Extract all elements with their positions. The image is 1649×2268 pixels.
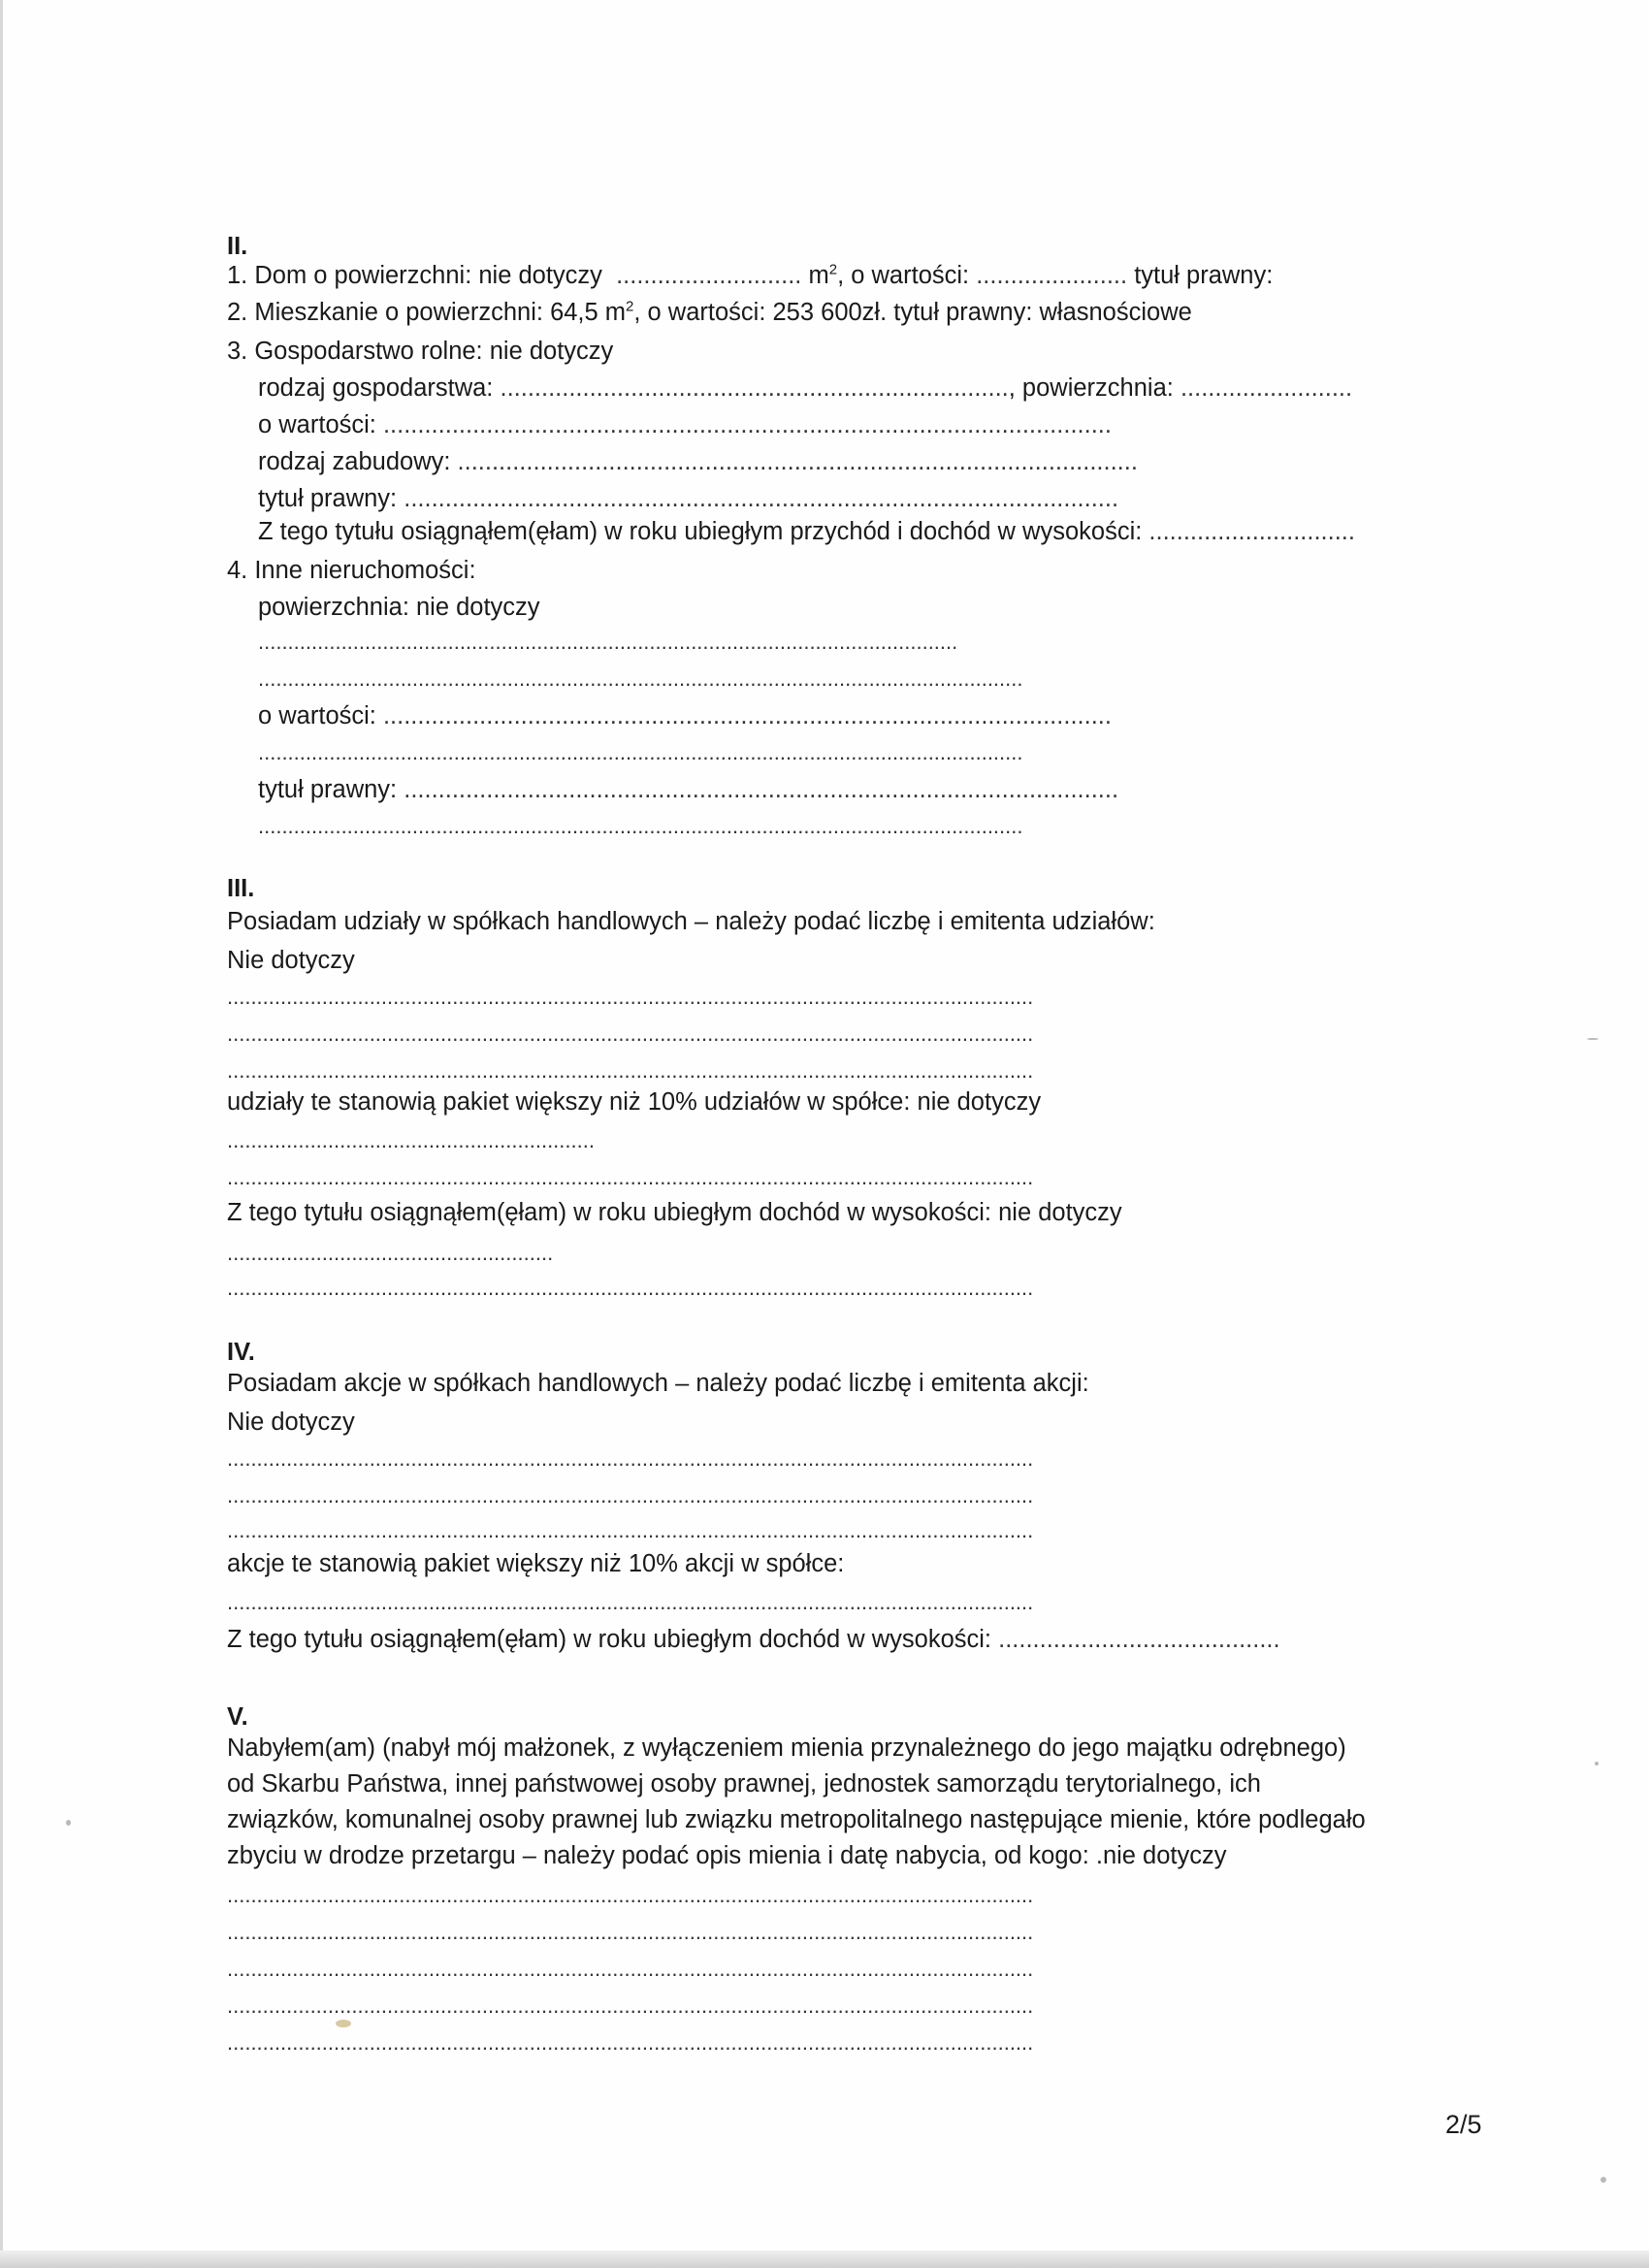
section-iii-dots-7: ........................................................................................................................................	[227, 1277, 1034, 1300]
item3-value-row	[258, 407, 1519, 442]
item4-value-row	[258, 698, 1519, 733]
section-v-dots-5: ........................................................................................................................................	[227, 2031, 1034, 2055]
item4-title-label: tytuł prawny:	[258, 776, 398, 803]
item1-house	[227, 258, 1488, 293]
section-iv-line-1: Posiadam akcje w spółkach handlowych – należy podać liczbę i emitenta akcji:	[227, 1370, 1089, 1397]
scan-bottom-edge	[0, 2251, 1649, 2268]
item4-dots-1: ......................................................................................................................	[258, 631, 958, 654]
section-iv-dots-3: ........................................................................................................................................	[227, 1519, 1034, 1542]
item2-value: , o wartości: 253 600zł. tytuł prawny: własnościowe	[633, 299, 1192, 326]
scan-speck	[336, 2020, 351, 2027]
section-iii-line-1: Posiadam udziały w spółkach handlowych – należy podać liczbę i emitenta udziałów:	[227, 908, 1155, 935]
item4-dots-2: .................................................................................................................................	[258, 667, 1023, 691]
section-iii-dots-3: ........................................................................................................................................	[227, 1059, 1034, 1083]
section-v-dots-4: ........................................................................................................................................	[227, 1994, 1034, 2018]
item3-type-dots: ..........................................................................	[500, 374, 1009, 402]
item3-income-label: Z tego tytułu osiągnąłem(ęłam) w roku ubiegłym przychód i dochód w wysokości:	[258, 518, 1143, 545]
section-iv-income-label: Z tego tytułu osiągnąłem(ęłam) w roku ubiegłym dochód w wysokości:	[227, 1626, 992, 1653]
section-iv-heading: IV.	[227, 1339, 255, 1366]
section-v-dots-1: ........................................................................................................................................	[227, 1884, 1034, 1907]
item1-unit-sup: 2	[828, 261, 838, 278]
item1-value-dots: ......................	[976, 262, 1128, 289]
item3-type-row	[258, 371, 1519, 405]
section-v-para-line-4: zbyciu w drodze przetargu – należy podać opis mienia i datę nabycia, od kogo: .nie dotyczy	[227, 1842, 1227, 1869]
item3-value-dots: ..........................................................................................................	[382, 411, 1112, 438]
section-v-para-line-2: od Skarbu Państwa, innej państwowej osoby prawnej, jednostek samorządu terytorialnego, ich	[227, 1770, 1261, 1798]
item3-title-dots: ........................................................................................................	[404, 485, 1119, 512]
item4-title-row	[258, 772, 1519, 807]
item3-value-label: o wartości:	[258, 411, 376, 438]
item2-apartment	[227, 295, 1488, 330]
scan-speck	[1595, 1762, 1599, 1766]
item4-other-property: 4. Inne nieruchomości:	[227, 557, 476, 584]
item3-type-label: rodzaj gospodarstwa:	[258, 374, 494, 402]
section-iii-dots-5: ........................................................................................................................................	[227, 1166, 1034, 1189]
section-iv-line-2: Nie dotyczy	[227, 1409, 355, 1436]
section-iv-line-3: akcje te stanowią pakiet większy niż 10% akcji w spółce:	[227, 1550, 845, 1577]
item2-unit-sup: 2	[626, 298, 634, 315]
section-ii-heading: II.	[227, 233, 248, 260]
item4-title-dots: ........................................................................................................	[404, 776, 1119, 803]
section-iii-dots-2: ........................................................................................................................................	[227, 1022, 1034, 1046]
item1-area-dots: ...........................	[616, 262, 802, 289]
section-v-para-line-3: związków, komunalnej osoby prawnej lub związku metropolitalnego następujące mienie, które podlegało	[227, 1806, 1366, 1833]
page-number: 2/5	[1445, 2110, 1482, 2139]
section-iii-dots-1: ........................................................................................................................................	[227, 986, 1034, 1009]
item3-farm: 3. Gospodarstwo rolne: nie dotyczy	[227, 338, 614, 365]
section-iv-line-4	[227, 1622, 1488, 1657]
scan-speck	[1587, 1038, 1599, 1040]
item1-value-label: , o wartości:	[837, 262, 970, 289]
section-v-dots-3: ........................................................................................................................................	[227, 1958, 1034, 1981]
item3-income-row	[258, 514, 1519, 549]
section-v-para-line-1: Nabyłem(am) (nabył mój małżonek, z wyłączeniem mienia przynależnego do jego majątku odrębnego)	[227, 1734, 1346, 1762]
item3-title-label: tytuł prawny:	[258, 485, 398, 512]
section-iii-line-2: Nie dotyczy	[227, 947, 355, 974]
item3-area-dots: .........................	[1180, 374, 1353, 402]
item4-dots-4: .................................................................................................................................	[258, 815, 1023, 838]
section-iii-dots-6: .......................................................	[227, 1242, 554, 1265]
section-iii-line-3: udziały te stanowią pakiet większy niż 10% udziałów w spółce: nie dotyczy	[227, 1088, 1042, 1116]
item3-build-dots: ...................................................................................................	[457, 448, 1138, 475]
item4-value-dots: ..........................................................................................................	[382, 702, 1112, 729]
section-v-dots-2: ........................................................................................................................................	[227, 1921, 1034, 1944]
item2-label: 2. Mieszkanie o powierzchni: 64,5 m	[227, 299, 627, 326]
section-iv-dots-1: ........................................................................................................................................	[227, 1447, 1034, 1471]
item3-build-row	[258, 444, 1519, 479]
item4-value-label: o wartości:	[258, 702, 376, 729]
item3-build-label: rodzaj zabudowy:	[258, 448, 451, 475]
scan-speck	[1600, 2177, 1606, 2183]
item4-area: powierzchnia: nie dotyczy	[258, 594, 540, 621]
section-iii-dots-4: ..............................................................	[227, 1129, 595, 1152]
item1-unit: m	[808, 262, 829, 289]
item4-dots-3: .................................................................................................................................	[258, 741, 1023, 764]
item3-title-row	[258, 481, 1519, 516]
section-iv-dots-4: ........................................................................................................................................	[227, 1591, 1034, 1614]
section-iv-income-dots: .........................................	[998, 1626, 1280, 1653]
section-iii-heading: III.	[227, 875, 255, 902]
section-v-heading: V.	[227, 1703, 248, 1731]
scan-speck	[66, 1820, 71, 1826]
section-iv-dots-2: ........................................................................................................................................	[227, 1484, 1034, 1507]
item1-label: 1. Dom o powierzchni: nie dotyczy	[227, 262, 602, 289]
item3-area-label: , powierzchnia:	[1008, 374, 1174, 402]
item3-income-dots: ..............................	[1148, 518, 1355, 545]
section-iii-line-4: Z tego tytułu osiągnąłem(ęłam) w roku ubiegłym dochód w wysokości: nie dotyczy	[227, 1199, 1122, 1226]
item1-title-label: tytuł prawny:	[1134, 262, 1274, 289]
